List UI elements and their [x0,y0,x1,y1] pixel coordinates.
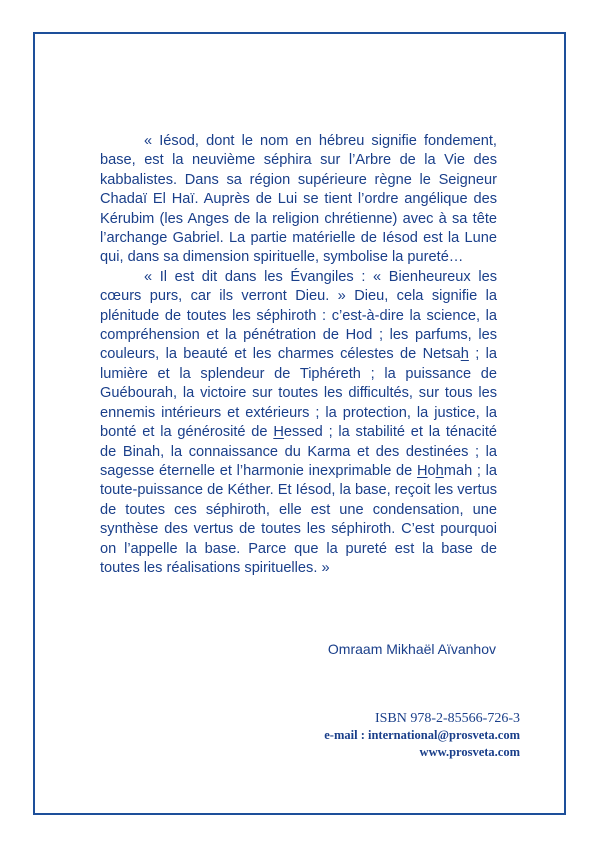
publisher-info [324,710,520,761]
website-link[interactable]: www.prosveta.com [419,745,520,759]
quote-block [100,132,497,578]
quote-text: essed ; la stabilité et la ténacité de Binah, la connaissance du Karma et des destinées ; la sagesse éternelle et l’harmonie inexprimable de [100,424,497,479]
quote-paragraph-1 [100,132,497,268]
transliteration-underline: H [417,462,428,479]
author-name: Omraam Mikhaël Aïvanhov [327,641,496,657]
quote-text: « Iésod, dont le nom en hébreu signifie fondement, base, est la neuvième séphira sur l’Arbre de la Vie des kabbalistes. Dans sa région supérieure règne le Seigneur Chadaï El Haï. Auprès de Lui se tient l’ordre angélique des Kérubim (les Anges de la religion chrétienne) avec à sa tête l’archange Gabriel. La partie matérielle de Iésod est la Lune qui, dans sa dimension spirituelle, symbolise la pureté… [100,133,497,266]
transliteration-underline: H [273,424,284,441]
quote-text: ; la lumière et la splendeur de Tiphéreth ; la puissance de Guébourah, la victoire sur toutes les difficultés, sur tous les ennemis intérieurs et extérieurs ; la protection, la justice, la bonté et la générosité de [100,346,498,441]
isbn: ISBN 978-2-85566-726-3 [374,711,520,726]
transliteration-underline: h [460,346,469,363]
quote-paragraph-2 [100,268,497,579]
quote-text: « Il est dit dans les Évangiles : « Bienheureux les cœurs purs, car ils verront Dieu. » Dieu, cela signifie la plénitude de toutes les séphiroth : c’est-à-dire la science, la compréhension et la pénétration de Hod ; les parfums, les couleurs, la beauté et les charmes célestes de Netsa [100,268,497,363]
quote-text: mah ; la toute-puissance de Kéther. Et Iésod, la base, reçoit les vertus de toutes ces séphiroth, elle est une condensation, une synthèse des vertus de toutes les séphiroth. C’est pourquoi on l’appelle la base. Parce que la pureté est la base de toutes les réalisations spirituelles. » [100,462,497,576]
transliteration-underline: h [435,462,444,479]
email-address[interactable]: e-mail : international@prosveta.com [324,728,520,742]
quote-text: o [427,462,436,479]
